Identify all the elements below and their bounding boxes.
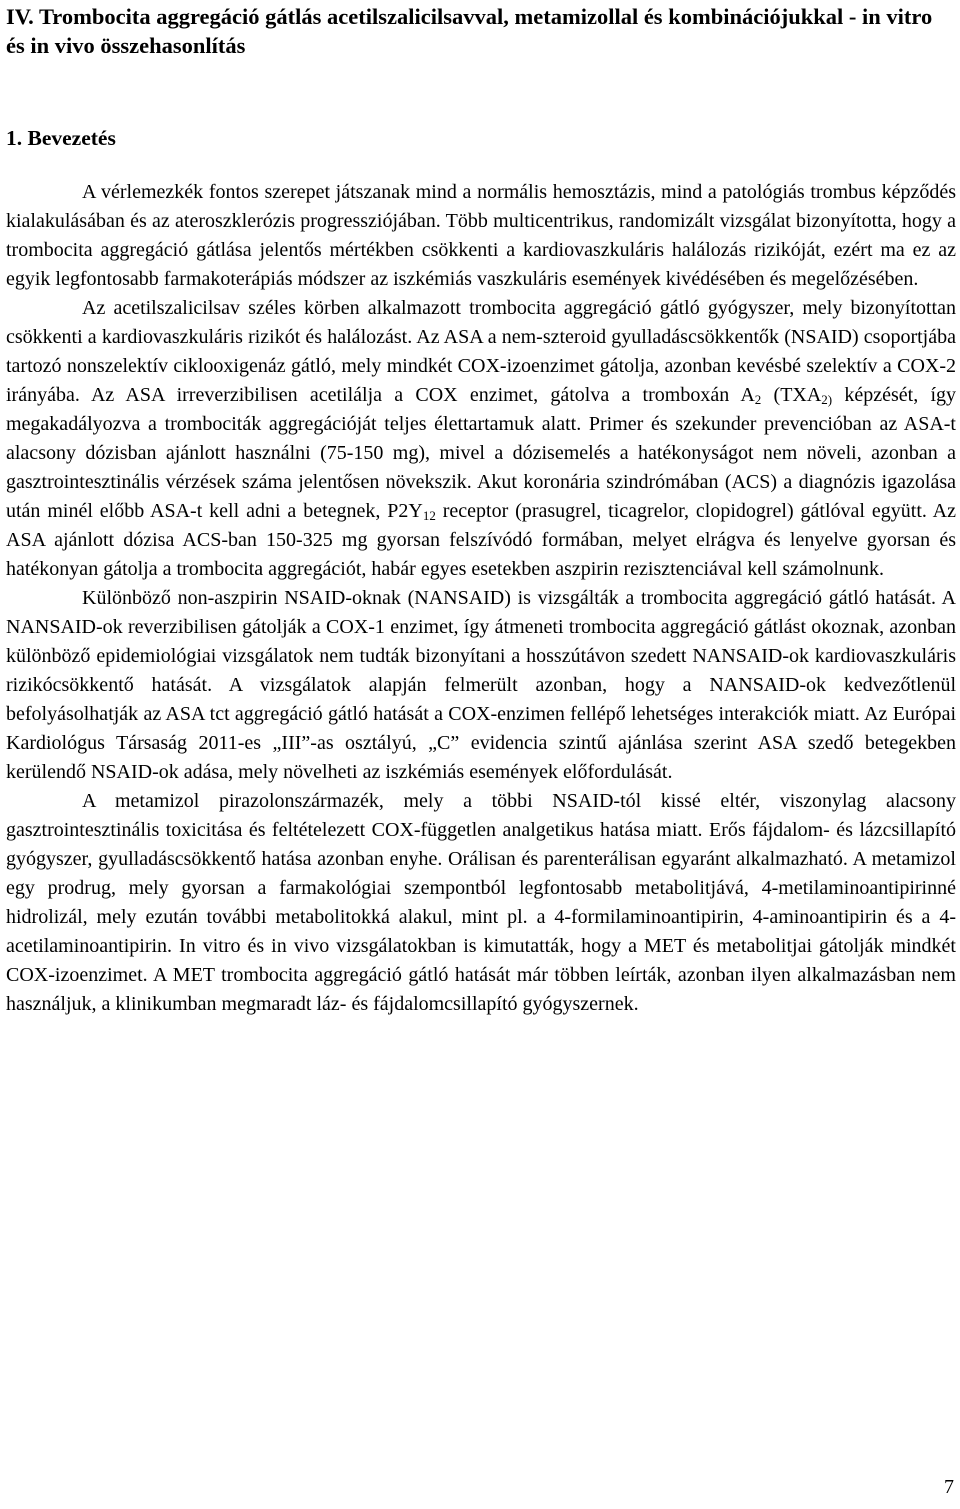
subscript-a2: 2 (754, 392, 762, 407)
paragraph-2-part-1: Az acetilszalicilsav széles körben alkalmazott trombocita aggregáció gátló gyógyszer, mely bizonyítottan csökkenti a kardiovaszkuláris rizikót és halálozást. Az ASA a nem-szteroid gyulladáscsökkentők (NSAID) csoportjába tartozó nonszelektív ciklooxigenáz gátló, mely mindkét COX-izoenzimet gátolja, azonban kevésbé szelektív a COX-2 irányába. Az ASA irreverzibilisen acetilálja a COX enzimet, gátolva a tromboxán A (6, 297, 956, 406)
subscript-p2y12: 12 (422, 508, 436, 523)
paragraph-2-part-4: receptor (prasugrel, ticagrelor, clopidogrel) gátlóval együtt. Az ASA ajánlott dózisa ACS-ban 150-325 mg gyorsan felszívódó formában, melyet elrágva és lenyelve gyorsan és hatékonyan gátolja a trombocita aggregációt, habár egyes esetekben aszpirin rezisztenciával kell számolnunk. (6, 500, 956, 580)
paragraph-1: A vérlemezkék fontos szerepet játszanak mind a normális hemosztázis, mind a patológiás trombus képződés kialakulásában és az ateroszklerózis progressziójában. Több multicentrikus, randomizált vizsgálat bizonyította, hogy a trombocita aggregáció gátlása jelentős mértékben csökkenti a kardiovaszkuláris halálozás rizikóját, ezért ma ez az egyik legfontosabb farmakoterápiás módszer az iszkémiás vaszkuláris események kivédésében és megelőzésében. (6, 181, 956, 290)
paragraph-2-part-3: képzését, így megakadályozva a trombociták aggregációját teljes élettartamuk alatt. Primer és szekunder prevencióban az ASA-t alacsony dózisban ajánlott használni (75-150 mg), mivel a dózisemelés a hatékonyságot nem növeli, azonban a gasztrointesztinális vérzések száma jelentősen növekszik. Akut koronária szindrómában (ACS) a diagnózis igazolása után minél előbb ASA-t kell adni a betegnek, P2Y (6, 384, 957, 522)
paragraph-4: A metamizol pirazolonszármazék, mely a többi NSAID-tól kissé eltér, viszonylag alacsony gasztrointesztinális toxicitása és feltételezett COX-független analgetikus hatása miatt. Erős fájdalom- és lázcsillapító gyógyszer, gyulladáscsökkentő hatása azonban enyhe. Orálisan és parenterálisan egyaránt alkalmazható. A metamizol egy prodrug, mely gyorsan a farmakológiai szempontból legfontosabb metabolitjává, 4-metilaminoantipirinné hidrolizál, mely ezután további metabolitokká alakul, mint pl. a 4-formilaminoantipirin, 4-aminoantipirin és a 4-acetilaminoantipirin. In vitro és in vivo vizsgálatokban is kimutatták, hogy a MET és metabolitjai gátolják mindkét COX-izoenzimet. A MET trombocita aggregáció gátló hatását már többen leírták, azonban ilyen alkalmazásban nem használjuk, a klinikumban megmaradt láz- és fájdalomcsillapító gyógyszernek. (6, 790, 956, 1015)
subscript-txa2: 2) (821, 392, 833, 407)
page-number: 7 (944, 1476, 954, 1498)
paragraph-2 (6, 294, 956, 584)
paragraph-3: Különböző non-aszpirin NSAID-oknak (NANSAID) is vizsgálták a trombocita aggregáció gátló hatását. A NANSAID-ok reverzibilisen gátolják a COX-1 enzimet, így átmeneti trombocita aggregáció gátlást okoznak, azonban különböző epidemiológiai vizsgálatok nem tudták bizonyítani a hosszútávon szedett NANSAID-ok kardiovaszkuláris rizikócsökkentő hatását. A vizsgálatok alapján felmerült azonban, hogy a NANSAID-ok kedvezőtlenül befolyásolhatják az ASA tct aggregáció gátló hatását a COX-enzimen fellépő lehetséges interakciók miatt. Az Európai Kardiológus Társaság 2011-es „III”-as osztályú, „C” evidencia szintű ajánlása szerint ASA szedő betegekben kerülendő NSAID-ok adása, mely növelheti az iszkémiás események előfordulását. (6, 587, 956, 783)
body-text (6, 178, 956, 1019)
paragraph-2-part-2: (TXA (761, 384, 822, 406)
section-title: 1. Bevezetés (6, 126, 116, 150)
chapter-heading: IV. Trombocita aggregáció gátlás acetilszalicilsavval, metamizollal és kombinációjukkal - in vitro és in vivo összehasonlítás (6, 4, 933, 58)
